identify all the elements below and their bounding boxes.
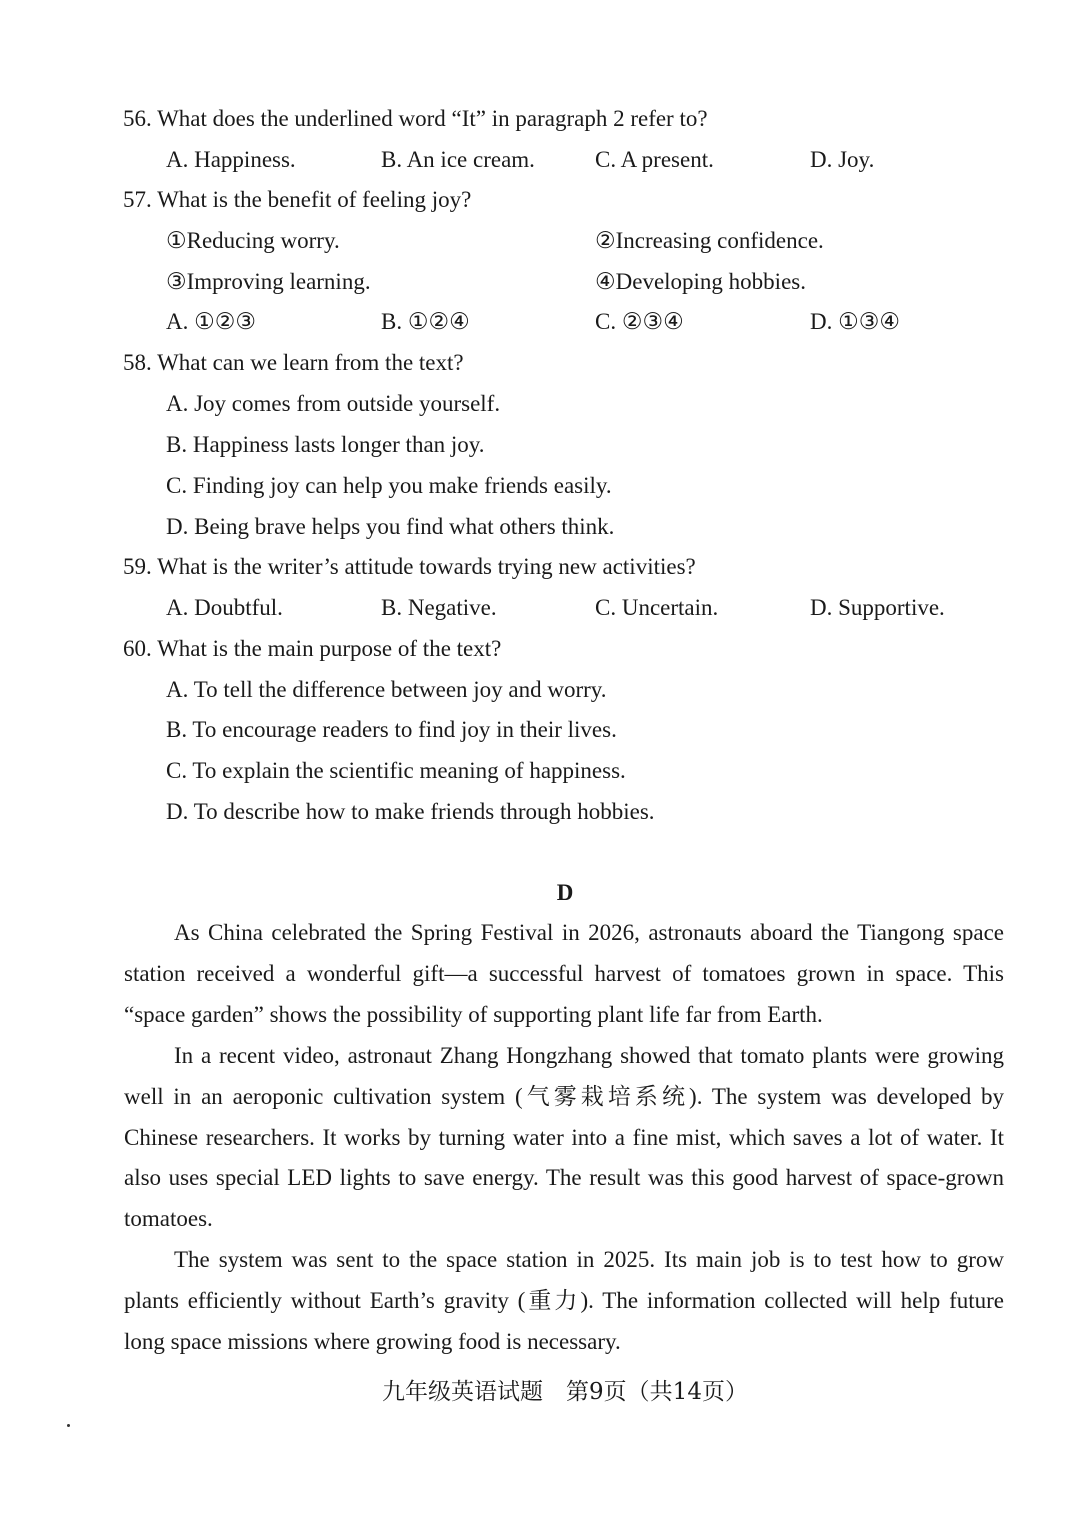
passage-paragraph-1: As China celebrated the Spring Festival in 2026, astronauts aboard the Tiangong space station received a wonderful gift—a successful harvest of tomatoes grown in space. This “space garden” shows the possibility of supporting plant life far from Earth. (124, 920, 1004, 1027)
q56-option-b: B. An ice cream. (381, 147, 535, 172)
q56-option-c: C. A present. (595, 147, 714, 172)
q60-option-b: B. To encourage readers to find joy in their lives. (166, 717, 617, 742)
q57-option-d: D. ①③④ (810, 309, 900, 334)
q58-option-a: A. Joy comes from outside yourself. (166, 391, 501, 416)
q58-option-c: C. Finding joy can help you make friends easily. (166, 473, 612, 498)
q57-option-c: C. ②③④ (595, 309, 684, 334)
q60-option-c: C. To explain the scientific meaning of happiness. (166, 758, 626, 783)
section-title: D (556, 880, 574, 905)
question-58-stem: 58. What can we learn from the text? (123, 350, 464, 375)
q58-option-b: B. Happiness lasts longer than joy. (166, 432, 485, 457)
q60-option-a: A. To tell the difference between joy and worry. (166, 677, 607, 702)
q57-item-1: ①Reducing worry. (166, 228, 340, 253)
scan-speck (67, 1424, 70, 1427)
question-57-stem: 57. What is the benefit of feeling joy? (123, 187, 472, 212)
q57-item-3: ③Improving learning. (166, 269, 371, 294)
q59-option-b: B. Negative. (381, 595, 497, 620)
q59-option-c: C. Uncertain. (595, 595, 719, 620)
question-59-stem: 59. What is the writer’s attitude towards trying new activities? (123, 554, 696, 579)
q57-item-4: ④Developing hobbies. (595, 269, 806, 294)
q58-option-d: D. Being brave helps you find what others think. (166, 514, 615, 539)
q60-option-d: D. To describe how to make friends through hobbies. (166, 799, 655, 824)
q59-option-a: A. Doubtful. (166, 595, 283, 620)
q56-option-a: A. Happiness. (166, 147, 296, 172)
page-footer: 九年级英语试题 第9页（共14页） (382, 1379, 748, 1405)
question-60-stem: 60. What is the main purpose of the text? (123, 636, 502, 661)
q59-option-d: D. Supportive. (810, 595, 945, 620)
q56-option-d: D. Joy. (810, 147, 875, 172)
question-56-stem: 56. What does the underlined word “It” in paragraph 2 refer to? (123, 106, 708, 131)
q57-option-a: A. ①②③ (166, 309, 256, 334)
passage-paragraph-2: In a recent video, astronaut Zhang Hongzhang showed that tomato plants were growing well in an aeroponic cultivation system (气雾栽培系统). The system was developed by Chinese researchers. It works by turning water into a fine mist, which saves a lot of water. It also uses special LED lights to save energy. The result was this good harvest of space-grown tomatoes. (124, 1043, 1004, 1232)
q57-item-2: ②Increasing confidence. (595, 228, 824, 253)
q57-option-b: B. ①②④ (381, 309, 470, 334)
passage-paragraph-3: The system was sent to the space station in 2025. Its main job is to test how to grow plants efficiently without Earth’s gravity (重力). The information collected will help future long space missions where growing food is necessary. (124, 1247, 1004, 1354)
